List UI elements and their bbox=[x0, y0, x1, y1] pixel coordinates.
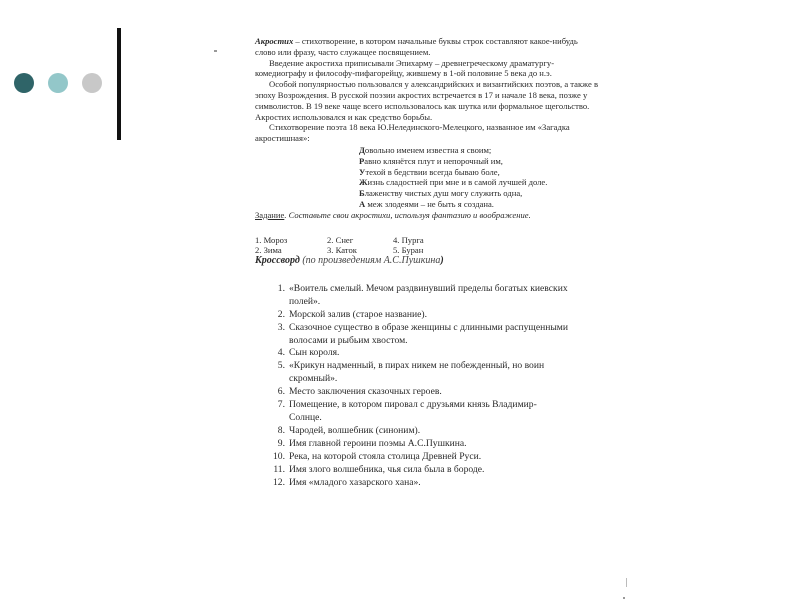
clue-text: Имя злого волшебника, чья сила была в бороде. bbox=[289, 463, 485, 475]
crossword-subtitle-close: ) bbox=[440, 255, 444, 267]
list-item bbox=[255, 283, 600, 309]
crossword-subtitle: (по произведениям А.С.Пушкина bbox=[299, 255, 441, 267]
poem-line bbox=[359, 177, 600, 188]
clue-number: 12. bbox=[273, 476, 285, 488]
poem-line-text: техой в бедствии всегда бываю боле, bbox=[365, 166, 500, 177]
scan-speck bbox=[214, 50, 217, 52]
scanned-document bbox=[255, 36, 600, 489]
clue-text: Место заключения сказочных героев. bbox=[289, 386, 442, 398]
poem-line bbox=[359, 156, 600, 167]
poem-initial: Р bbox=[359, 155, 365, 166]
acrostic-term: Акростих bbox=[255, 36, 294, 46]
list-item bbox=[255, 464, 600, 477]
clue-number: 11. bbox=[273, 463, 285, 475]
poem-initial: Д bbox=[359, 144, 365, 155]
poem-initial: Ж bbox=[359, 177, 368, 188]
clue-number: 4. bbox=[277, 347, 285, 359]
vertical-accent-bar bbox=[117, 28, 121, 140]
clue-number: 10. bbox=[273, 450, 285, 462]
crossword-heading bbox=[255, 256, 600, 267]
clue-text: Сын короля. bbox=[289, 347, 340, 359]
clue-text: Помещение, в котором пировал с друзьями князь Владимир-Солнце. bbox=[289, 399, 537, 423]
word-item: 5. Буран bbox=[393, 245, 424, 256]
poem-line-text: овольно именем известна я своим; bbox=[364, 144, 492, 155]
list-item bbox=[255, 322, 600, 348]
task-instruction bbox=[255, 210, 600, 221]
list-item bbox=[255, 438, 600, 451]
list-item bbox=[255, 347, 600, 360]
acrostic-definition-text: – стихотворение, в котором начальные буквы строк составляют какое-нибудь слово или фразу, часто служащее посвящением. bbox=[255, 36, 578, 57]
acrostic-poem bbox=[359, 145, 600, 210]
clue-text: Морской залив (старое название). bbox=[289, 308, 427, 320]
clue-text: Имя «младого хазарского хана». bbox=[289, 476, 421, 488]
clue-number: 8. bbox=[277, 424, 285, 436]
list-item bbox=[255, 425, 600, 438]
clue-text: Чародей, волшебник (синоним). bbox=[289, 424, 421, 436]
list-item bbox=[255, 360, 600, 386]
clue-text: Река, на которой стояла столица Древней Руси. bbox=[289, 450, 482, 462]
clue-text: Имя главной героини поэмы А.С.Пушкина. bbox=[289, 437, 467, 449]
dark-teal-dot bbox=[14, 73, 34, 93]
clue-text: «Крикун надменный, в пирах никем не побежденный, но воин скромный». bbox=[289, 360, 545, 385]
word-item: 1. Мороз bbox=[255, 234, 288, 245]
clue-number: 3. bbox=[277, 321, 285, 333]
word-item: 4. Пурга bbox=[393, 234, 424, 245]
acrostic-word-list bbox=[255, 235, 600, 257]
poem-line-text: лаженству чистых душ могу служить одна, bbox=[364, 188, 523, 199]
gray-dot bbox=[82, 73, 102, 93]
poem-line-text: меж злодеями – не быть я создана. bbox=[365, 198, 494, 209]
word-item: 2. Снег bbox=[327, 234, 354, 245]
acrostic-history-paragraph: Введение акростиха приписывали Эпихарму – древнегреческому драматургу-комедиографу и философу-пифагорейцу, жившему в 1-ой половине 5 века до н.э. bbox=[255, 57, 555, 79]
poem-line bbox=[359, 145, 600, 156]
poem-line bbox=[359, 188, 600, 199]
task-label: Задание bbox=[255, 209, 285, 220]
clue-text: Сказочное существо в образе женщины с длинными распущенными волосами и рыбьим хвостом. bbox=[289, 321, 568, 346]
poem-line bbox=[359, 167, 600, 178]
clue-number: 2. bbox=[277, 308, 285, 320]
clue-number: 7. bbox=[277, 399, 285, 411]
scan-speck bbox=[626, 578, 627, 587]
task-text: . Составьте свои акростихи, используя фантазию и воображение. bbox=[284, 209, 531, 220]
list-item bbox=[255, 309, 600, 322]
poem-line-text: авно клянётся плут и непорочный им, bbox=[364, 155, 503, 166]
word-item: 2. Зима bbox=[255, 245, 282, 256]
light-teal-dot bbox=[48, 73, 68, 93]
list-item bbox=[255, 399, 600, 425]
clue-number: 1. bbox=[277, 282, 285, 294]
acrostic-definition bbox=[255, 36, 600, 58]
poem-intro-paragraph: Стихотворение поэта 18 века Ю.Нелединского-Мелецкого, названное им «Загадка акростишная»: bbox=[255, 122, 570, 144]
poem-initial: У bbox=[359, 166, 366, 177]
poem-initial: А bbox=[359, 198, 366, 209]
poem-line-text: изнь сладостней при мне и в самой лучшей доле. bbox=[367, 177, 548, 188]
poem-line bbox=[359, 199, 600, 210]
clue-number: 9. bbox=[277, 437, 285, 449]
clue-number: 6. bbox=[277, 386, 285, 398]
poem-initial: Б bbox=[359, 188, 365, 199]
crossword-title: Кроссворд bbox=[255, 255, 300, 267]
clue-number: 5. bbox=[277, 360, 285, 372]
acrostic-popularity-paragraph: Особой популярностью пользовался у александрийских и византийских поэтов, а также в эпоху Возрождения. В русской поэзии акростих встречается в 17 и начале 18 века, позже у символистов. В 19 веке чаще всего использовалось как шутка или формальное щегольство. Акростих использовался и как средство борьбы. bbox=[255, 79, 598, 122]
crossword-clue-list bbox=[255, 283, 600, 490]
clue-text: «Воитель смелый. Мечом раздвинувший пределы богатых киевских полей». bbox=[289, 282, 568, 307]
scan-speck bbox=[623, 597, 625, 599]
list-item bbox=[255, 386, 600, 399]
word-item: 3. Каток bbox=[327, 245, 357, 256]
list-item bbox=[255, 477, 600, 490]
list-item bbox=[255, 451, 600, 464]
